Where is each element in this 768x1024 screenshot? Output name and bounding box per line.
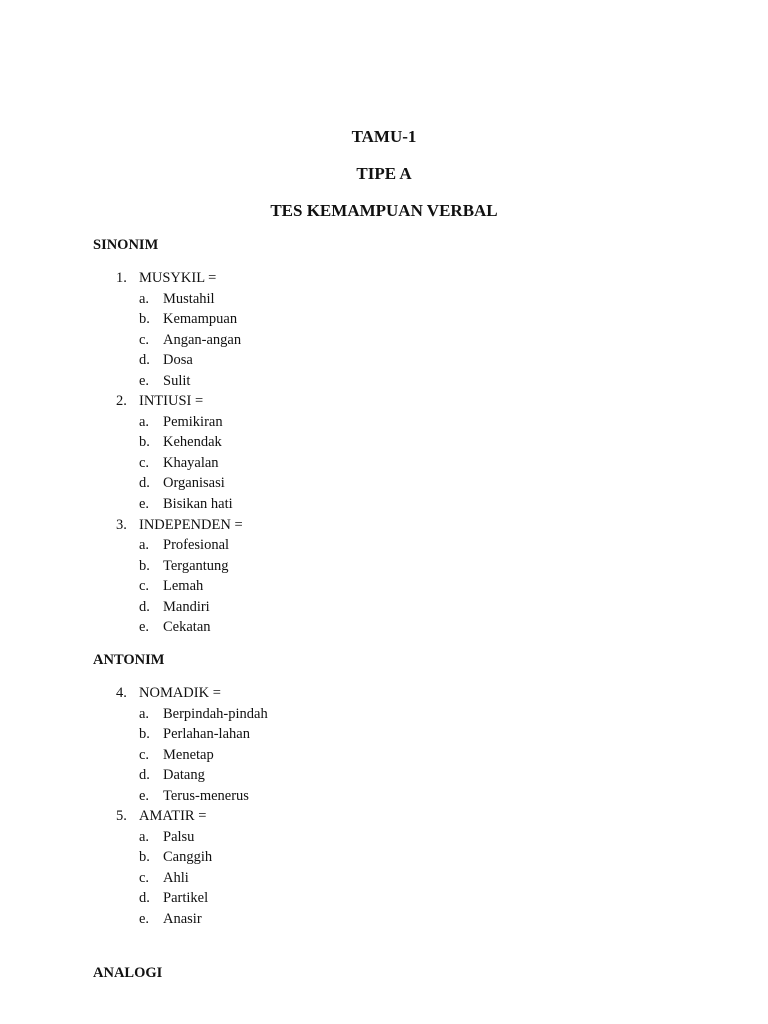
option-letter: b. <box>139 726 150 743</box>
option-text: Pemikiran <box>163 413 223 430</box>
option-item <box>0 473 768 494</box>
option-text: Berpindah-pindah <box>163 705 268 722</box>
option-item <box>0 724 768 745</box>
option-item <box>0 350 768 371</box>
doc-title: TAMU-1 <box>351 127 417 146</box>
question-item <box>0 268 768 289</box>
option-text: Dosa <box>163 352 193 369</box>
question-prompt: INTIUSI = <box>139 393 204 410</box>
option-item <box>0 289 768 310</box>
option-text: Kehendak <box>163 434 222 451</box>
question-number: 2. <box>116 393 127 410</box>
option-letter: d. <box>139 890 150 907</box>
option-letter: c. <box>139 454 150 471</box>
option-item <box>0 535 768 556</box>
option-item <box>0 888 768 909</box>
option-letter: e. <box>139 496 150 513</box>
option-letter: a. <box>139 290 150 307</box>
option-text: Kemampuan <box>163 311 238 328</box>
option-letter: a. <box>139 705 150 722</box>
option-text: Profesional <box>163 537 230 554</box>
question-number: 3. <box>116 516 127 533</box>
option-letter: a. <box>139 828 150 845</box>
option-item <box>0 330 768 351</box>
option-item <box>0 765 768 786</box>
question-prompt: INDEPENDEN = <box>139 516 243 533</box>
option-letter: c. <box>139 331 150 348</box>
option-item <box>0 432 768 453</box>
doc-test-name: TES KEMAMPUAN VERBAL <box>270 201 498 220</box>
option-item <box>0 617 768 638</box>
section-heading-analogi: ANALOGI <box>93 965 163 981</box>
option-text: Bisikan hati <box>163 496 233 513</box>
option-item <box>0 371 768 392</box>
option-item <box>0 827 768 848</box>
option-letter: d. <box>139 598 150 615</box>
option-letter: d. <box>139 352 150 369</box>
option-letter: b. <box>139 557 150 574</box>
question-prompt: MUSYKIL = <box>139 270 217 286</box>
option-letter: c. <box>139 869 150 886</box>
question-list-sinonim <box>0 268 768 638</box>
option-text: Mandiri <box>163 598 210 615</box>
option-letter: a. <box>139 537 150 554</box>
option-letter: c. <box>139 746 150 763</box>
option-text: Anasir <box>163 911 202 928</box>
option-letter: d. <box>139 767 150 784</box>
question-number: 4. <box>116 685 127 701</box>
question-number: 5. <box>116 808 127 825</box>
option-letter: e. <box>139 619 150 636</box>
option-text: Canggih <box>163 849 213 866</box>
option-letter: e. <box>139 372 150 389</box>
option-item <box>0 847 768 868</box>
option-text: Organisasi <box>163 475 225 492</box>
option-text: Ahli <box>163 869 189 886</box>
question-list-antonim <box>0 683 768 930</box>
section-heading-antonim: ANTONIM <box>93 652 165 668</box>
option-item <box>0 909 768 930</box>
option-text: Perlahan-lahan <box>163 726 250 743</box>
option-item <box>0 704 768 725</box>
option-item <box>0 868 768 889</box>
option-text: Khayalan <box>163 454 219 471</box>
question-prompt: NOMADIK = <box>139 685 221 701</box>
option-text: Tergantung <box>163 557 229 574</box>
option-item <box>0 494 768 515</box>
option-text: Sulit <box>163 372 191 389</box>
option-item <box>0 309 768 330</box>
question-item <box>0 806 768 827</box>
option-item <box>0 556 768 577</box>
option-letter: b. <box>139 434 150 451</box>
option-letter: e. <box>139 911 150 928</box>
option-text: Terus-menerus <box>163 787 249 804</box>
option-text: Mustahil <box>163 290 215 307</box>
option-letter: b. <box>139 311 150 328</box>
option-text: Palsu <box>163 828 195 845</box>
option-text: Menetap <box>163 746 214 763</box>
question-item <box>0 683 768 704</box>
option-item <box>0 576 768 597</box>
question-prompt: AMATIR = <box>139 808 207 825</box>
option-item <box>0 786 768 807</box>
option-text: Datang <box>163 767 205 784</box>
option-text: Angan-angan <box>163 331 242 348</box>
option-text: Partikel <box>163 890 209 907</box>
question-item <box>0 391 768 412</box>
option-letter: a. <box>139 413 150 430</box>
option-item <box>0 412 768 433</box>
option-item <box>0 597 768 618</box>
option-text: Cekatan <box>163 619 211 636</box>
question-item <box>0 515 768 536</box>
option-item <box>0 745 768 766</box>
section-heading-sinonim: SINONIM <box>93 237 159 253</box>
doc-subtitle: TIPE A <box>356 164 412 183</box>
option-letter: c. <box>139 578 150 595</box>
option-letter: d. <box>139 475 150 492</box>
option-item <box>0 453 768 474</box>
option-letter: e. <box>139 787 150 804</box>
question-number: 1. <box>116 270 127 286</box>
option-text: Lemah <box>163 578 204 595</box>
option-letter: b. <box>139 849 150 866</box>
